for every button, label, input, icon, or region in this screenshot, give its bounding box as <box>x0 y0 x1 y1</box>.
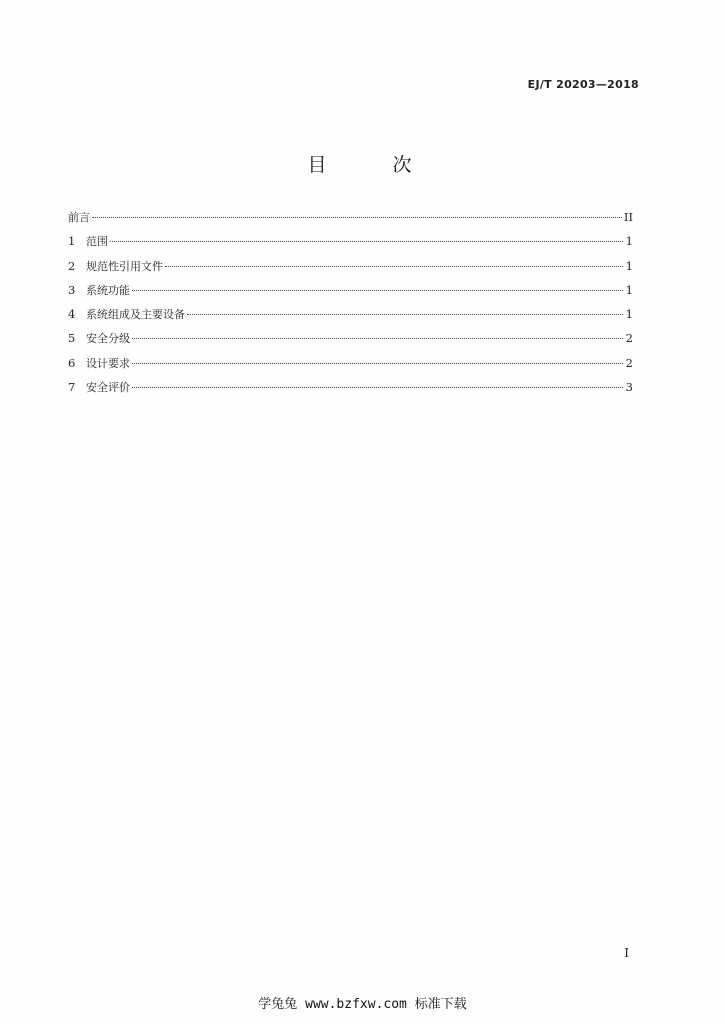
toc-entry-number: 1 <box>68 234 76 249</box>
toc-entry-number: 5 <box>68 331 76 346</box>
page-number: I <box>624 946 629 960</box>
toc-entry-number: 2 <box>68 258 76 273</box>
toc-entry-scope[interactable] <box>68 233 633 257</box>
toc-entry-page: 1 <box>625 258 633 273</box>
toc-entry-page: II <box>623 210 633 224</box>
toc-entry-label: 规范性引用文件 <box>86 259 163 273</box>
toc-entry-label: 范围 <box>86 235 108 249</box>
toc-entry-label: 设计要求 <box>86 356 130 370</box>
toc-entry-number: 3 <box>68 282 76 297</box>
toc-entry-label: 系统功能 <box>86 283 130 297</box>
toc-entry-page: 1 <box>625 234 633 249</box>
toc-title: 目 次 <box>307 154 442 176</box>
toc-entry-number: 6 <box>68 355 76 370</box>
toc-entry-label: 安全评价 <box>86 381 130 395</box>
toc-entry-label: 安全分级 <box>86 332 130 346</box>
toc-entry-page: 2 <box>625 355 633 370</box>
toc-leader-dots <box>187 314 623 315</box>
table-of-contents <box>68 209 633 403</box>
standard-code: EJ/T 20203—2018 <box>527 78 639 91</box>
toc-entry-number: 7 <box>68 380 76 395</box>
toc-entry-safety-classification[interactable] <box>68 330 633 354</box>
toc-entry-page: 3 <box>625 380 633 395</box>
toc-entry-foreword[interactable] <box>68 209 633 233</box>
toc-leader-dots <box>165 266 623 267</box>
toc-entry-label: 系统组成及主要设备 <box>86 308 185 322</box>
toc-leader-dots <box>132 290 623 291</box>
download-watermark: 学兔兔 www.bzfxw.com 标准下载 <box>258 997 467 1012</box>
toc-entry-page: 1 <box>625 307 633 322</box>
toc-leader-dots <box>92 217 622 218</box>
toc-entry-safety-evaluation[interactable] <box>68 379 633 403</box>
toc-leader-dots <box>132 338 623 339</box>
toc-leader-dots <box>110 241 623 242</box>
toc-entry-page: 2 <box>625 331 633 346</box>
toc-entry-system-functions[interactable] <box>68 282 633 306</box>
toc-entry-label: 前言 <box>68 211 90 224</box>
toc-entry-page: 1 <box>625 282 633 297</box>
toc-entry-number: 4 <box>68 307 76 322</box>
toc-entry-design-requirements[interactable] <box>68 355 633 379</box>
toc-entry-normative-references[interactable] <box>68 258 633 282</box>
toc-entry-system-composition[interactable] <box>68 306 633 330</box>
toc-leader-dots <box>132 363 623 364</box>
toc-leader-dots <box>132 387 623 388</box>
